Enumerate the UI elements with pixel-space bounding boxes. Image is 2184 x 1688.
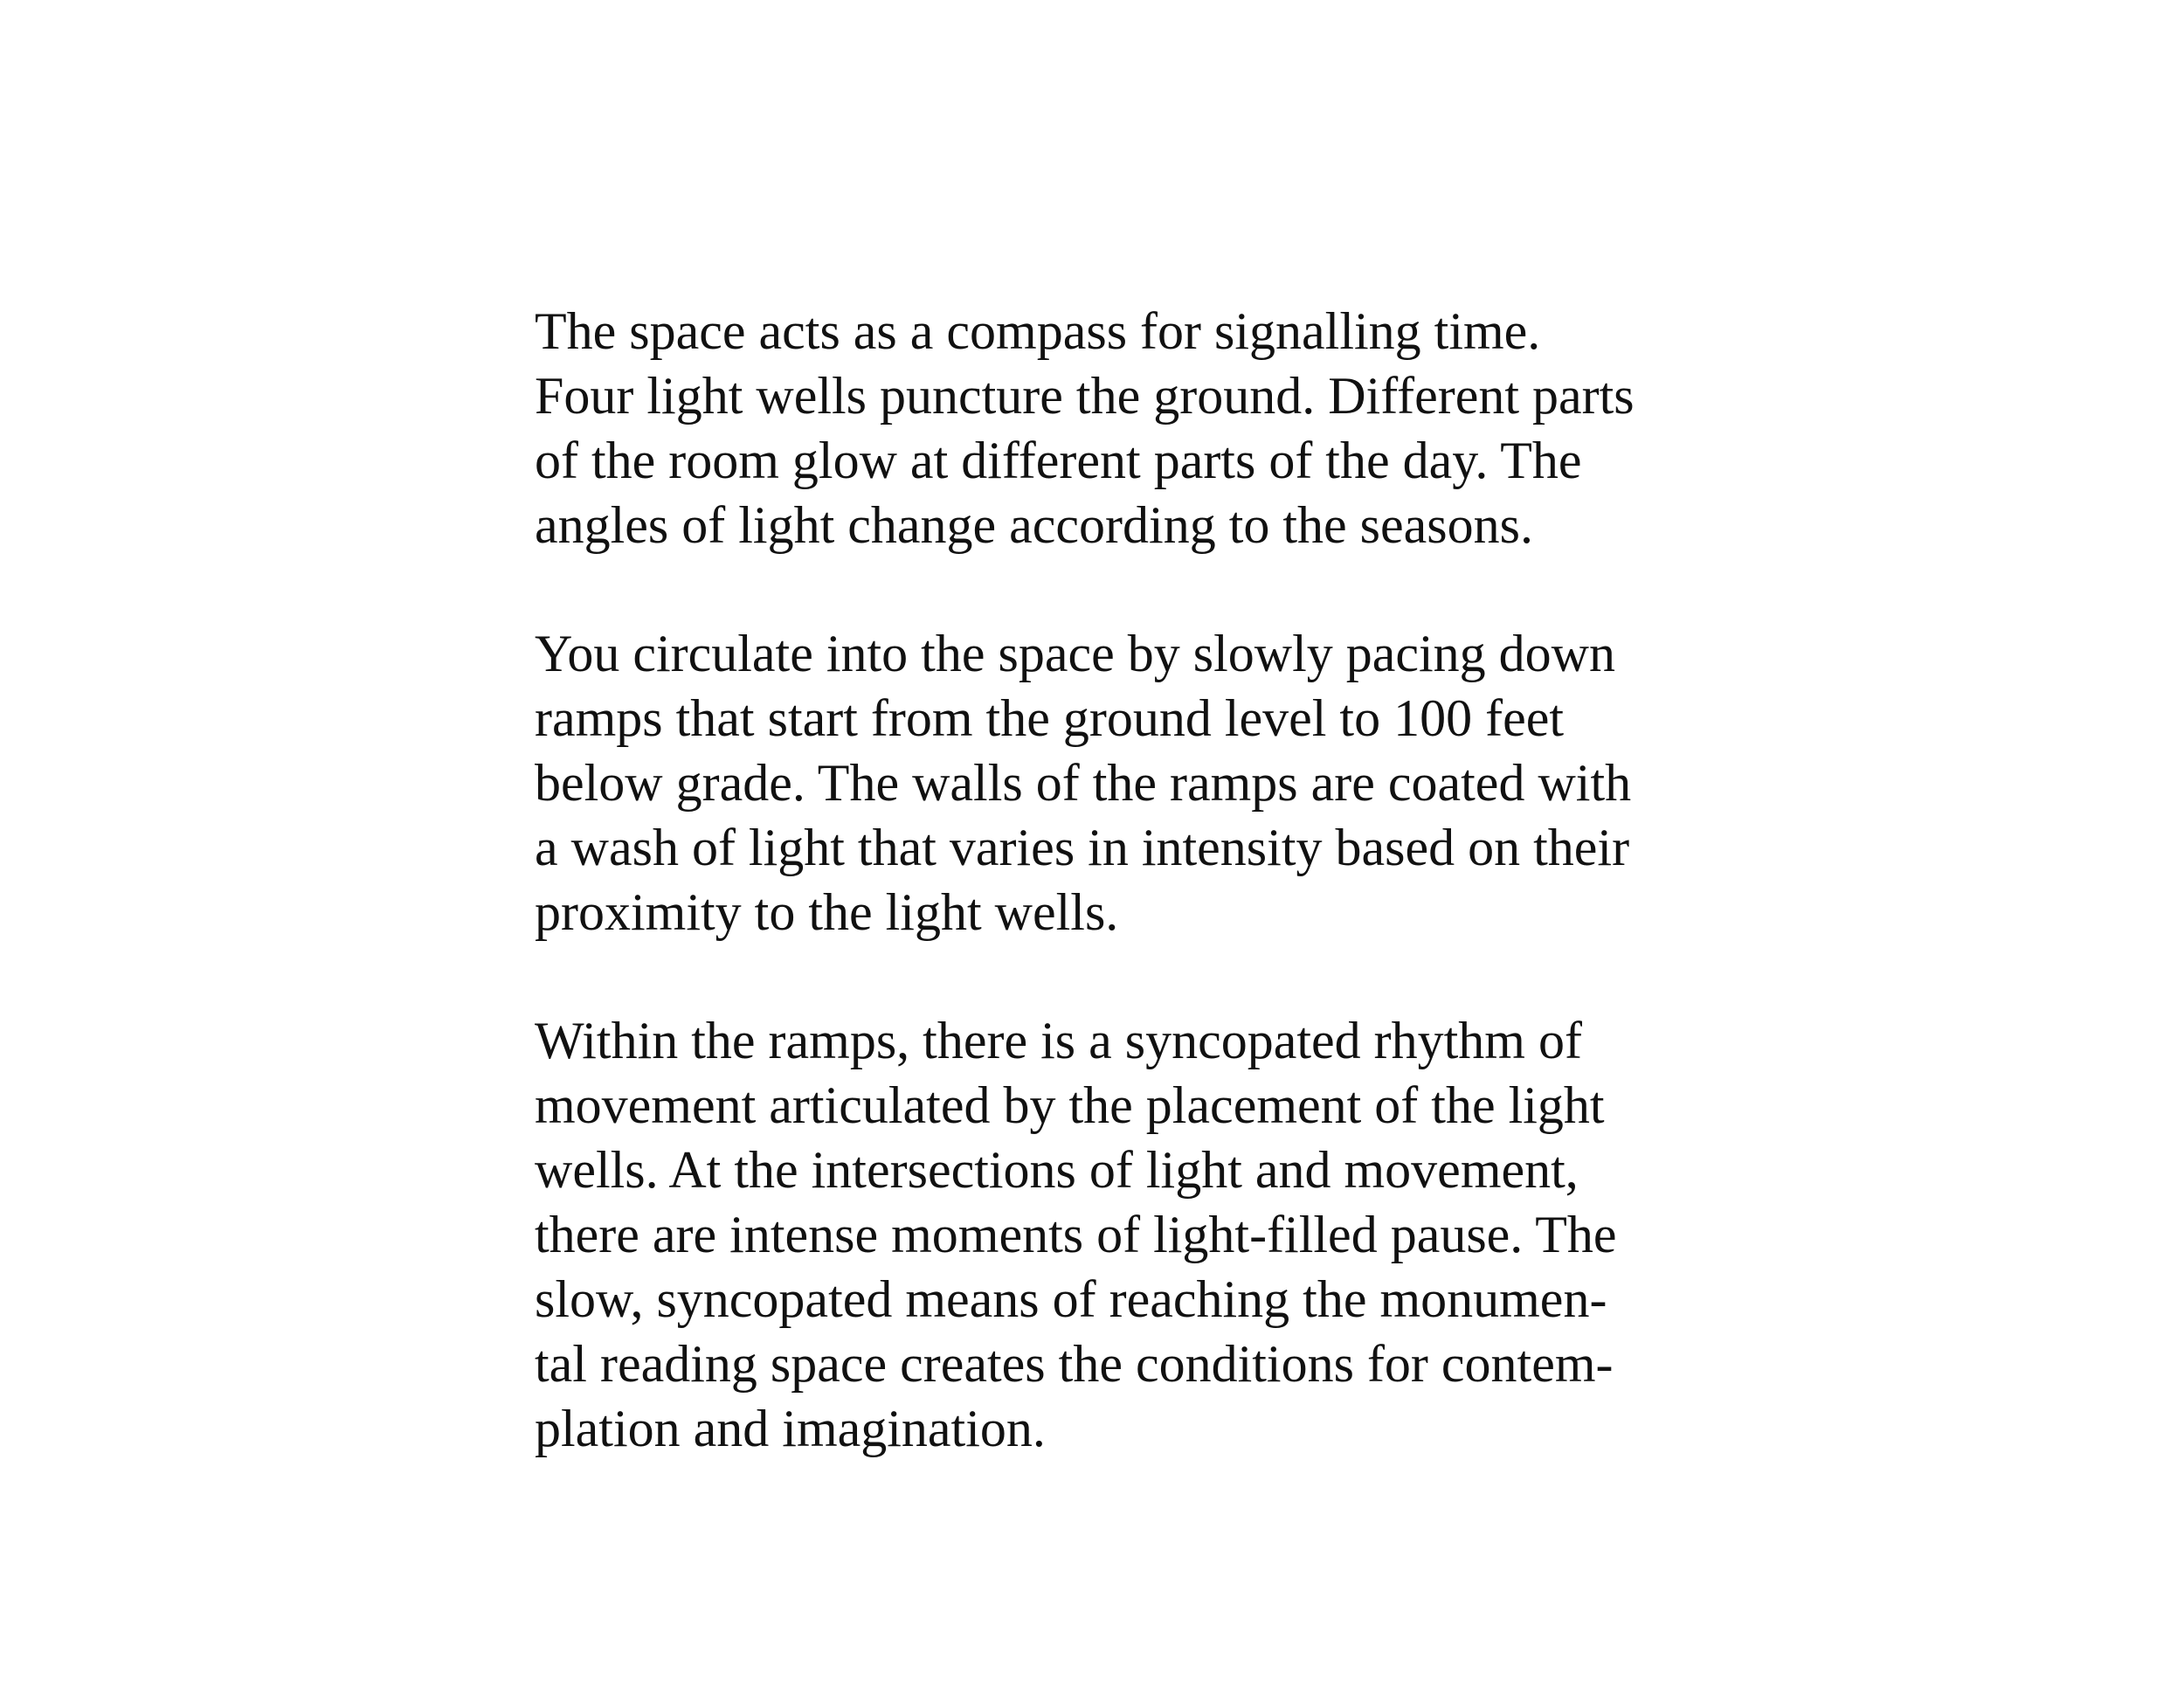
text-line: angles of light change according to the seasons. [535,496,1533,554]
text-line: slow, syncopated means of reaching the monumen- [535,1270,1607,1328]
text-line: plation and imagination. [535,1400,1046,1457]
text-line: proximity to the light wells. [535,883,1119,941]
text-line: wells. At the intersections of light and movement, [535,1141,1579,1199]
text-line: Four light wells puncture the ground. Different parts [535,367,1635,425]
text-line: Within the ramps, there is a syncopated rhythm of [535,1012,1582,1069]
text-line: a wash of light that varies in intensity based on their [535,819,1630,876]
text-line: below grade. The walls of the ramps are coated with [535,754,1632,812]
text-line: tal reading space creates the conditions for contem- [535,1335,1614,1393]
text-line: ramps that start from the ground level to 100 feet [535,689,1564,747]
text-line: there are intense moments of light-filled pause. The [535,1206,1617,1263]
body-text [535,299,1723,1461]
text-line: The space acts as a compass for signalling time. [535,302,1541,360]
text-line: You circulate into the space by slowly pacing down [535,625,1616,682]
paragraph-1 [535,299,1723,557]
paragraph-2 [535,621,1723,944]
text-line: of the room glow at different parts of the day. The [535,432,1582,489]
paragraph-3 [535,1008,1723,1461]
text-line: movement articulated by the placement of the light [535,1076,1605,1134]
